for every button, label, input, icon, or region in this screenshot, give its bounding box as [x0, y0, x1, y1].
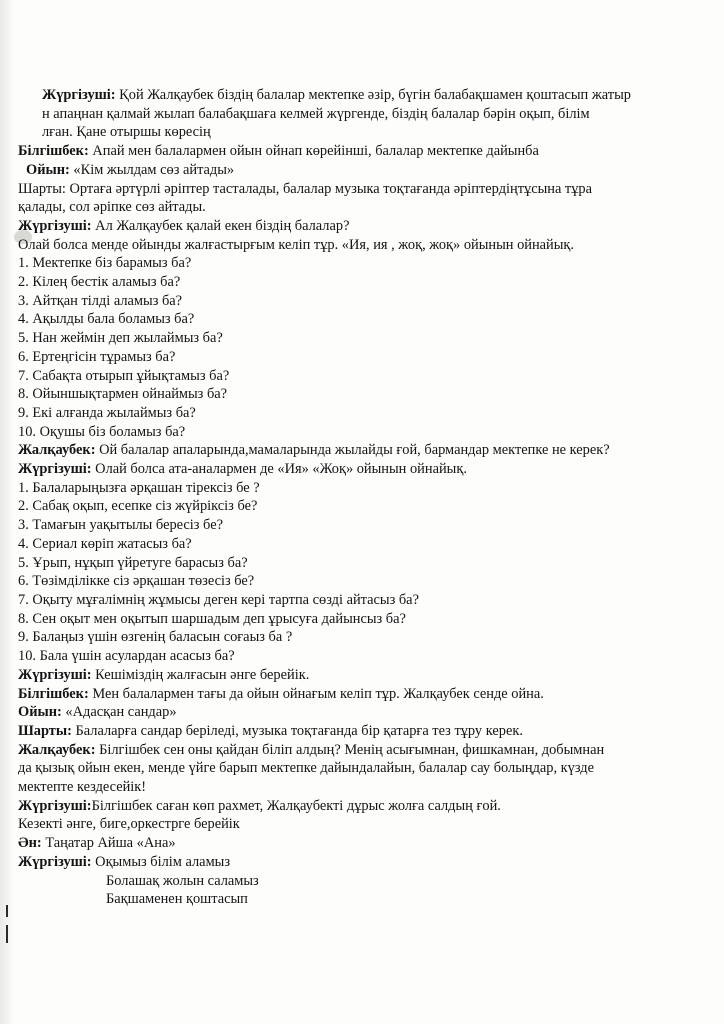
line-text: 2. Сабақ оқып, есепке сіз жүйріксіз бе? — [18, 498, 258, 515]
document-line — [18, 741, 718, 760]
document-line — [18, 572, 718, 591]
document-line — [18, 385, 718, 404]
document-line — [18, 198, 718, 217]
document-line — [18, 273, 718, 292]
line-text: 1. Балаларыңызға әрқашан тірексіз бе ? — [18, 479, 260, 496]
line-text: 10. Бала үшін асулардан асасыз ба? — [18, 648, 235, 665]
document-line — [18, 497, 718, 516]
line-text: 6. Төзімділікке сіз әрқашан төзесіз бе? — [18, 573, 255, 590]
document-line — [18, 834, 718, 853]
line-text: 4. Ақылды бала боламыз ба? — [18, 311, 195, 328]
document-line — [18, 722, 718, 741]
document-line — [18, 86, 718, 105]
document-line — [18, 591, 718, 610]
speaker-label: Жүргізуші: — [18, 461, 92, 478]
document-line — [18, 815, 718, 834]
document-line — [18, 890, 718, 909]
document-line — [18, 310, 718, 329]
line-text: н апаңнан қалмай жылап балабақшаға келмей жүргенде, біздің балалар бәрін оқып, білім — [42, 105, 590, 122]
speaker-label: Білгішбек: — [18, 685, 89, 702]
document-line — [18, 404, 718, 423]
line-text: да қызық ойын екен, менде үйге барып мектепке дайындалайын, балалар сау болыңдар, күзде — [18, 760, 594, 777]
document-line — [18, 367, 718, 386]
document-line — [18, 180, 718, 199]
document-line — [18, 666, 718, 685]
speaker-label: Жүргізуші: — [18, 666, 92, 683]
line-text: 6. Ертеңгісін тұрамыз ба? — [18, 348, 176, 365]
document-line — [18, 161, 718, 180]
speaker-label: Жүргізуші: — [18, 797, 92, 814]
line-text: 2. Кілең бестік аламыз ба? — [18, 274, 181, 291]
document-line — [18, 797, 718, 816]
line-text: Кешіміздің жалғасын әнге берейік. — [91, 666, 310, 683]
speaker-label: Шарты: — [18, 722, 72, 739]
document-line — [18, 685, 718, 704]
line-text: Таңатар Айша «Ана» — [41, 835, 176, 852]
document-line — [18, 853, 718, 872]
document-line — [18, 348, 718, 367]
document-line — [18, 441, 718, 460]
line-text: Кезекті әнге, биге,оркестрге берейік — [18, 816, 240, 833]
line-text: қалады, сол әріпке сөз айтады. — [18, 199, 206, 216]
speaker-label: Білгішбек: — [18, 143, 89, 160]
line-text: 8. Сен оқыт мен оқытып шаршадым деп ұрысуға дайынсыз ба? — [18, 610, 406, 627]
speaker-label: Жүргізуші: — [42, 87, 116, 103]
document-line — [18, 236, 718, 255]
line-text: 5. Нан жеймін деп жылаймыз ба? — [18, 330, 223, 347]
document-line — [18, 628, 718, 647]
speaker-label: Жалқаубек: — [18, 741, 96, 758]
document-line — [18, 329, 718, 348]
scan-edge-shadow — [0, 0, 14, 1024]
line-text: 9. Балаңыз үшін өзгенің баласын соғаыз ба ? — [18, 629, 293, 646]
line-text: Білгішбек саған көп рахмет, Жалқаубекті дұрыс жолға салдың ғой. — [91, 797, 501, 814]
speaker-label: Ойын: — [18, 704, 62, 721]
margin-mark — [6, 925, 8, 943]
line-text: 3. Тамағын уақытылы бересіз бе? — [18, 517, 223, 534]
speaker-label: Жүргізуші: — [18, 217, 92, 234]
line-text: 1. Мектепке біз барамыз ба? — [18, 255, 192, 272]
line-text: 7. Сабақта отырып ұйықтамыз ба? — [18, 367, 230, 384]
document-line — [18, 759, 718, 778]
line-text: Балаларға сандар беріледі, музыка тоқтағанда бір қатарға тез тұру керек. — [71, 722, 523, 739]
line-text: Қой Жалқаубек біздің балалар мектепке әзір, бүгін балабақшамен қоштасып жатыр — [115, 87, 631, 103]
document-line — [18, 123, 718, 142]
line-text: Мен балалармен тағы да ойын ойнағым келіп тұр. Жалқаубек сенде ойна. — [88, 685, 544, 702]
margin-mark — [6, 905, 8, 917]
document-line — [18, 516, 718, 535]
line-text: Білгішбек сен оны қайдан біліп алдың? Менің асығымнан, фишкамнан, добымнан — [95, 741, 605, 758]
line-text: 10. Оқушы біз боламыз ба? — [18, 423, 186, 440]
speaker-label: Ән: — [18, 835, 42, 852]
line-text: 7. Оқыту мұғалімнің жұмысы деген кері тартпа сөзді айтасыз ба? — [18, 591, 419, 608]
line-text: Ой балалар апаларында,мамаларында жылайды ғой, бармандар мектепке не керек? — [95, 442, 610, 459]
line-text: Апай мен балалармен ойын ойнап көрейінші, балалар мектепке дайынба — [88, 143, 539, 160]
line-text: «Кім жылдам сөз айтады» — [69, 161, 235, 178]
speaker-label: Жалқаубек: — [18, 442, 96, 459]
speaker-label: Жүргізуші: — [18, 853, 92, 870]
document-line — [18, 554, 718, 573]
document-line — [18, 703, 718, 722]
document-line — [18, 292, 718, 311]
document-line — [18, 254, 718, 273]
line-text: 5. Ұрып, нұқып үйретуге барасыз ба? — [18, 554, 248, 571]
line-text: Оқымыз білім аламыз — [91, 853, 231, 870]
document-line — [18, 142, 718, 161]
document-line — [18, 479, 718, 498]
line-text: Олай болса ата-аналармен де «Ия» «Жоқ» ойынын ойнайық. — [91, 461, 467, 478]
speaker-label: Ойын: — [26, 161, 70, 178]
line-text: Бақшаменен қоштасып — [106, 891, 248, 908]
line-text: Шарты: Ортаға әртүрлі әріптер тасталады, балалар музыка тоқтағанда әріптердіңтұсына тұра — [18, 180, 593, 197]
document-body — [18, 86, 718, 909]
line-text: лған. Қане отыршы көресің — [42, 124, 211, 141]
document-line — [18, 778, 718, 797]
document-line — [18, 535, 718, 554]
line-text: 4. Сериал көріп жатасыз ба? — [18, 535, 192, 552]
document-line — [18, 647, 718, 666]
document-line — [18, 105, 718, 124]
line-text: Болашақ жолын саламыз — [106, 872, 259, 889]
line-text: 9. Екі алғанда жылаймыз ба? — [18, 404, 196, 421]
document-line — [18, 423, 718, 442]
line-text: 3. Айтқан тілді аламыз ба? — [18, 292, 183, 309]
document-line — [18, 872, 718, 891]
line-text: Ал Жалқаубек қалай екен біздің балалар? — [91, 217, 350, 234]
line-text: мектепте кездесейік! — [18, 779, 147, 796]
line-text: Олай болса менде ойынды жалғастырғым келіп тұр. «Ия, ия , жоқ, жоқ» ойынын ойнайық. — [18, 236, 575, 253]
document-line — [18, 460, 718, 479]
document-line — [18, 610, 718, 629]
document-line — [18, 217, 718, 236]
line-text: «Адасқан сандар» — [61, 704, 177, 721]
line-text: 8. Ойыншықтармен ойнаймыз ба? — [18, 386, 228, 403]
